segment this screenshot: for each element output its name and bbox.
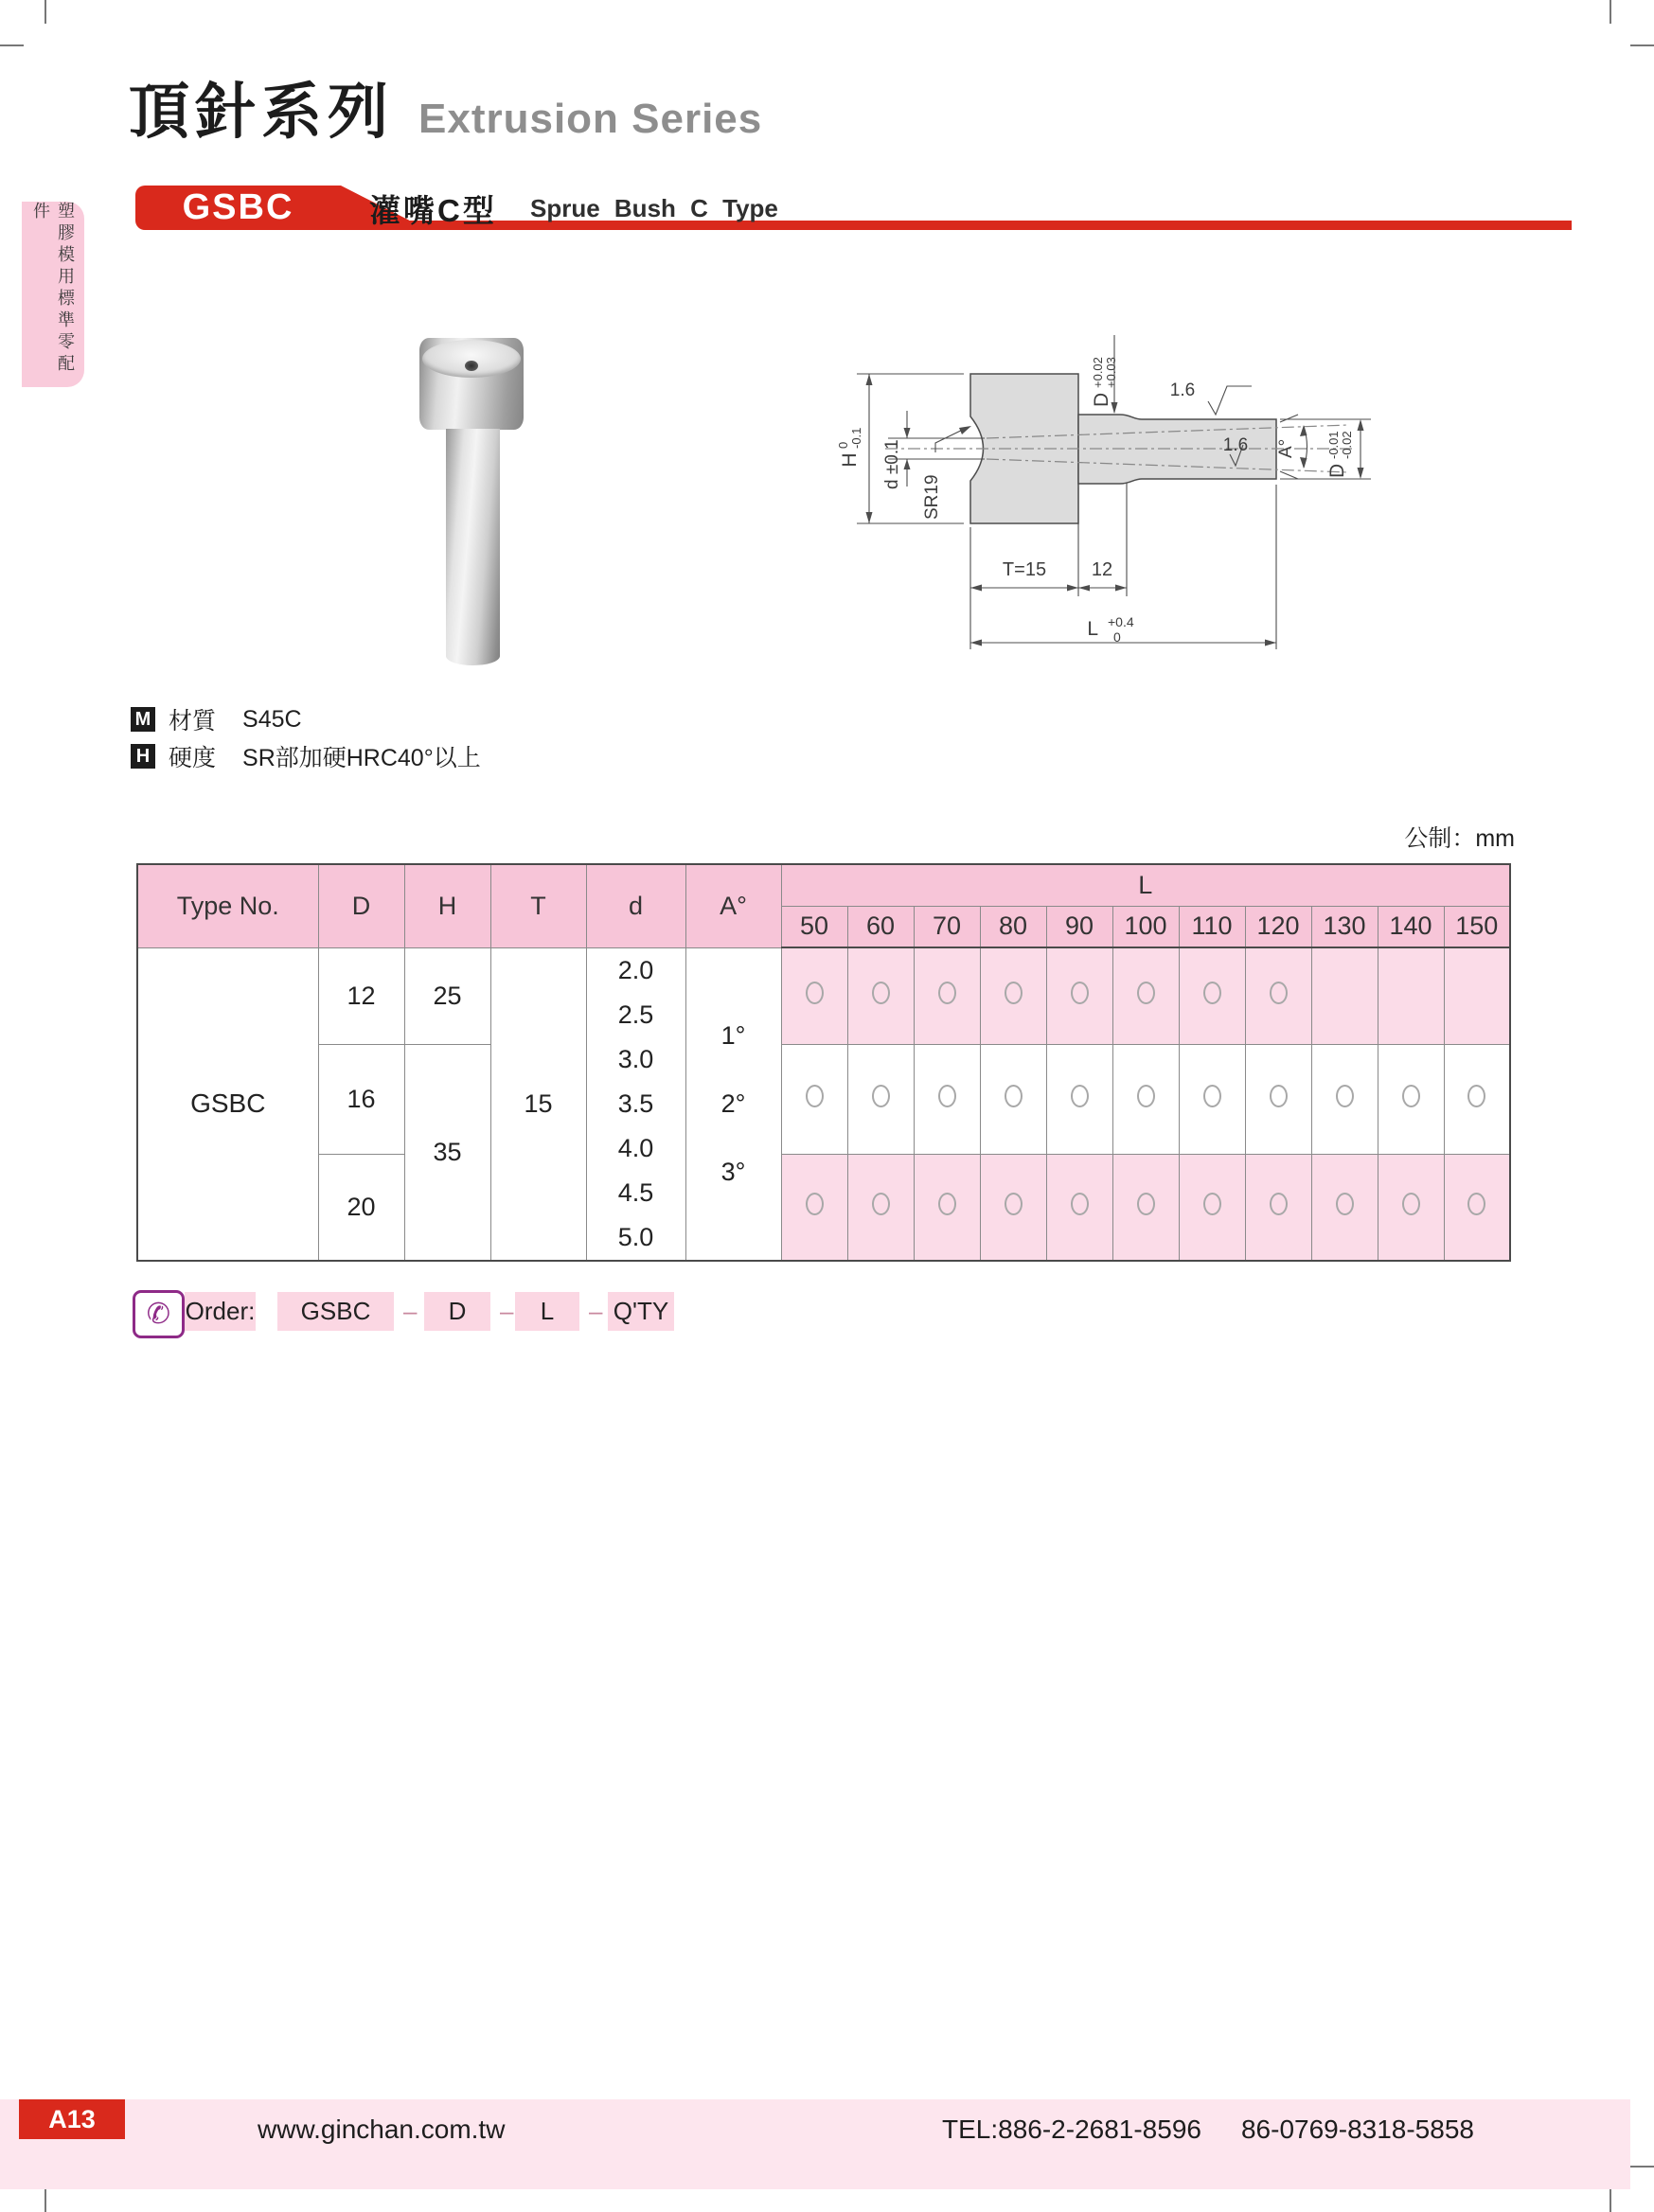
unit-note: 公制：mm <box>1404 825 1515 852</box>
l-header: 130 <box>1311 906 1378 947</box>
material-value: S45C <box>242 705 302 733</box>
page-title-cjk: 頂針系列 <box>129 78 394 146</box>
availability-cell <box>847 947 914 1044</box>
svg-text:H: H <box>839 452 861 468</box>
finish-bore-label: 1.6 <box>1222 435 1249 455</box>
order-separator: – <box>500 1297 514 1325</box>
availability-cell <box>1311 1155 1378 1261</box>
phone-icon: ✆ <box>133 1290 185 1338</box>
availability-cell <box>781 1155 847 1261</box>
availability-cell <box>1112 1155 1179 1261</box>
availability-cell <box>1378 1044 1444 1155</box>
l-header: 60 <box>847 906 914 947</box>
h-value-cell: 35 <box>404 1044 490 1261</box>
l-header: 140 <box>1378 906 1444 947</box>
svg-text:d ±0.1: d ±0.1 <box>882 439 902 489</box>
availability-cell <box>1378 1155 1444 1261</box>
availability-cell <box>980 947 1046 1044</box>
spec-table <box>136 863 1511 1262</box>
footer-tel-2: 86-0769-8318-5858 <box>1240 2115 1474 2144</box>
footer-telephone <box>942 2115 1474 2145</box>
svg-text:-0.01: -0.01 <box>1326 431 1341 459</box>
subtitle-en: Sprue Bush C Type <box>530 194 778 222</box>
availability-cell <box>847 1155 914 1261</box>
availability-cell <box>1245 1044 1311 1155</box>
product-photo-shaft <box>446 429 500 665</box>
availability-cell <box>781 947 847 1044</box>
crop-mark-top-left-h <box>0 44 24 46</box>
availability-cell <box>914 947 980 1044</box>
order-l-chip: L <box>515 1292 579 1331</box>
crop-mark-top-right-v <box>1610 0 1611 24</box>
availability-cell <box>1444 1155 1510 1261</box>
product-photo-head <box>419 338 524 430</box>
footer-tel-1: TEL:886-2-2681-8596 <box>942 2115 1201 2144</box>
order-separator: – <box>403 1297 418 1325</box>
dim-neck-length-label: 12 <box>1091 559 1113 580</box>
availability-cell <box>980 1155 1046 1261</box>
d-value-cell: 16 <box>318 1044 404 1155</box>
crop-mark-bottom-right-h <box>1630 2166 1654 2168</box>
availability-cell <box>1179 1044 1245 1155</box>
crop-mark-bottom-right-v <box>1610 2189 1611 2212</box>
availability-cell <box>847 1044 914 1155</box>
material-note <box>131 702 302 736</box>
d-small-list-cell: 2.0 2.5 3.0 3.5 4.0 4.5 5.0 <box>586 947 685 1261</box>
angle-list-cell: 1° 2° 3° <box>685 947 781 1261</box>
footer-website: www.ginchan.com.tw <box>258 2115 506 2144</box>
page-title <box>129 78 763 146</box>
t-value-cell: 15 <box>490 947 586 1261</box>
availability-cell <box>1046 1044 1112 1155</box>
svg-text:+0.4: +0.4 <box>1108 614 1134 629</box>
col-header-d-small: d <box>586 864 685 947</box>
availability-cell <box>781 1044 847 1155</box>
page-title-en: Extrusion Series <box>418 96 763 142</box>
l-header: 150 <box>1444 906 1510 947</box>
availability-cell <box>1311 1044 1378 1155</box>
order-qty-chip: Q'TY <box>608 1292 674 1331</box>
svg-text:0: 0 <box>836 441 850 449</box>
hardness-tag-icon: H <box>131 744 155 769</box>
svg-text:-0.02: -0.02 <box>1340 431 1354 459</box>
col-header-t: T <box>490 864 586 947</box>
availability-cell <box>1112 1044 1179 1155</box>
l-header: 80 <box>980 906 1046 947</box>
availability-cell <box>1179 947 1245 1044</box>
dim-height-label <box>836 428 863 468</box>
availability-cell <box>1444 1044 1510 1155</box>
order-separator: – <box>589 1297 603 1325</box>
product-code: GSBC <box>182 187 294 227</box>
d-value-cell: 20 <box>318 1155 404 1261</box>
side-tab-category <box>22 202 84 387</box>
l-header: 120 <box>1245 906 1311 947</box>
hardness-note <box>131 739 481 773</box>
h-value-cell: 25 <box>404 947 490 1044</box>
svg-text:+0.02: +0.02 <box>1091 357 1105 388</box>
hardness-value: SR部加硬HRC40°以上 <box>242 745 481 771</box>
svg-text:A°: A° <box>1276 438 1296 458</box>
dim-sphere-radius-label <box>922 474 942 520</box>
order-label-chip: Order: <box>185 1292 256 1331</box>
col-header-angle: A° <box>685 864 781 947</box>
product-code-badge <box>135 186 341 230</box>
col-header-type-no: Type No. <box>137 864 318 947</box>
svg-text:-0.1: -0.1 <box>849 427 863 449</box>
dim-bore-label <box>882 439 902 489</box>
availability-cell <box>1378 947 1444 1044</box>
material-tag-icon: M <box>131 707 155 732</box>
svg-text:D: D <box>1091 392 1112 407</box>
col-header-h: H <box>404 864 490 947</box>
dim-shaft-dia-label <box>1326 431 1354 478</box>
l-header: 70 <box>914 906 980 947</box>
availability-cell <box>914 1155 980 1261</box>
material-label: 材質 <box>169 708 217 734</box>
availability-cell <box>1046 947 1112 1044</box>
crop-mark-bottom-left-v <box>44 2189 46 2212</box>
availability-cell <box>914 1044 980 1155</box>
subtitle-cjk: 灌嘴C型 <box>369 193 497 228</box>
technical-drawing <box>805 227 1418 672</box>
svg-text:SR19: SR19 <box>922 474 942 520</box>
order-d-chip: D <box>424 1292 490 1331</box>
availability-cell <box>1046 1155 1112 1261</box>
svg-text:0: 0 <box>1113 629 1121 645</box>
col-header-l-group: L <box>781 864 1510 906</box>
hardness-label: 硬度 <box>169 745 217 771</box>
svg-text:+0.03: +0.03 <box>1104 357 1118 388</box>
availability-cell <box>1444 947 1510 1044</box>
dim-length-label <box>1087 614 1134 645</box>
order-code-chip: GSBC <box>277 1292 394 1331</box>
availability-cell <box>980 1044 1046 1155</box>
side-tab-label: 塑膠模用標準零配件 <box>31 202 75 376</box>
availability-cell <box>1311 947 1378 1044</box>
svg-text:L: L <box>1087 618 1098 640</box>
d-value-cell: 12 <box>318 947 404 1044</box>
finish-top-label: 1.6 <box>1169 380 1196 400</box>
page-number-badge: A13 <box>19 2099 125 2139</box>
availability-cell <box>1245 1155 1311 1261</box>
availability-cell <box>1179 1155 1245 1261</box>
l-header: 100 <box>1112 906 1179 947</box>
dim-angle-label <box>1276 439 1296 458</box>
l-header: 110 <box>1179 906 1245 947</box>
dim-head-thickness-label: T=15 <box>1002 559 1047 580</box>
availability-cell <box>1112 947 1179 1044</box>
l-header: 90 <box>1046 906 1112 947</box>
availability-cell <box>1245 947 1311 1044</box>
type-no-cell: GSBC <box>137 947 318 1261</box>
crop-mark-top-right-h <box>1630 44 1654 46</box>
svg-text:D: D <box>1326 463 1348 478</box>
l-header: 50 <box>781 906 847 947</box>
col-header-d: D <box>318 864 404 947</box>
crop-mark-top-left-v <box>44 0 46 24</box>
